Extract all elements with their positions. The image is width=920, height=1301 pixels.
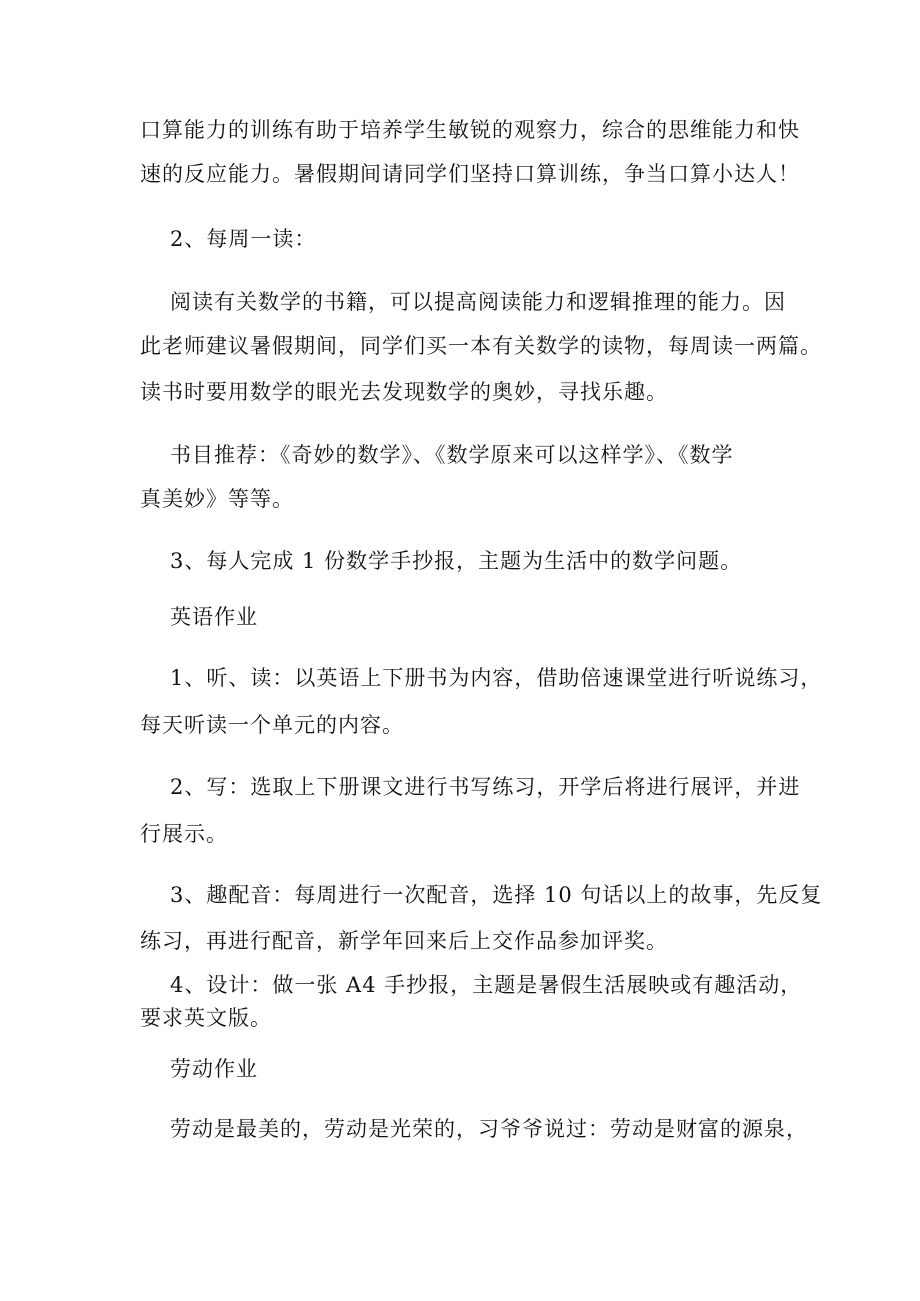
section-heading: 英语作业 (170, 605, 258, 629)
paragraph-line: 口算能力的训练有助于培养学生敏锐的观察力，综合的思维能力和快 (140, 118, 800, 142)
paragraph-line: 此老师建议暑假期间，同学们买一本有关数学的读物，每周读一两篇。 (140, 334, 822, 358)
paragraph-line: 练习，再进行配音，新学年回来后上交作品参加评奖。 (140, 929, 668, 953)
paragraph-line: 1、听、读：以英语上下册书为内容，借助倍速课堂进行听说练习， (170, 666, 823, 690)
paragraph-line: 每天听读一个单元的内容。 (140, 713, 404, 737)
paragraph-line: 速的反应能力。暑假期间请同学们坚持口算训练，争当口算小达人！ (140, 162, 800, 186)
paragraph-line: 书目推荐：《奇妙的数学》、《数学原来可以这样学》、《数学 (170, 443, 734, 467)
paragraph-line: 3、趣配音：每周进行一次配音，选择 10 句话以上的故事，先反复 (170, 883, 823, 907)
paragraph-line: 2、写：选取上下册课文进行书写练习，开学后将进行展评，并进 (170, 775, 801, 799)
paragraph-line: 4、设计：做一张 A4 手抄报，主题是暑假生活展映或有趣活动， (170, 973, 803, 997)
paragraph-line: 阅读有关数学的书籍，可以提高阅读能力和逻辑推理的能力。因 (170, 290, 786, 314)
section-heading: 劳动作业 (170, 1057, 258, 1081)
paragraph-line: 劳动是最美的，劳动是光荣的，习爷爷说过：劳动是财富的源泉， (170, 1117, 808, 1141)
paragraph-line: 3、每人完成 1 份数学手抄报，主题为生活中的数学问题。 (170, 549, 743, 573)
paragraph-line: 读书时要用数学的眼光去发现数学的奥妙，寻找乐趣。 (140, 380, 668, 404)
paragraph-line: 行展示。 (140, 822, 228, 846)
paragraph-line: 真美妙》等等。 (140, 487, 294, 511)
section-item-heading: 2、每周一读： (170, 227, 317, 251)
paragraph-line: 要求英文版。 (140, 1006, 272, 1030)
